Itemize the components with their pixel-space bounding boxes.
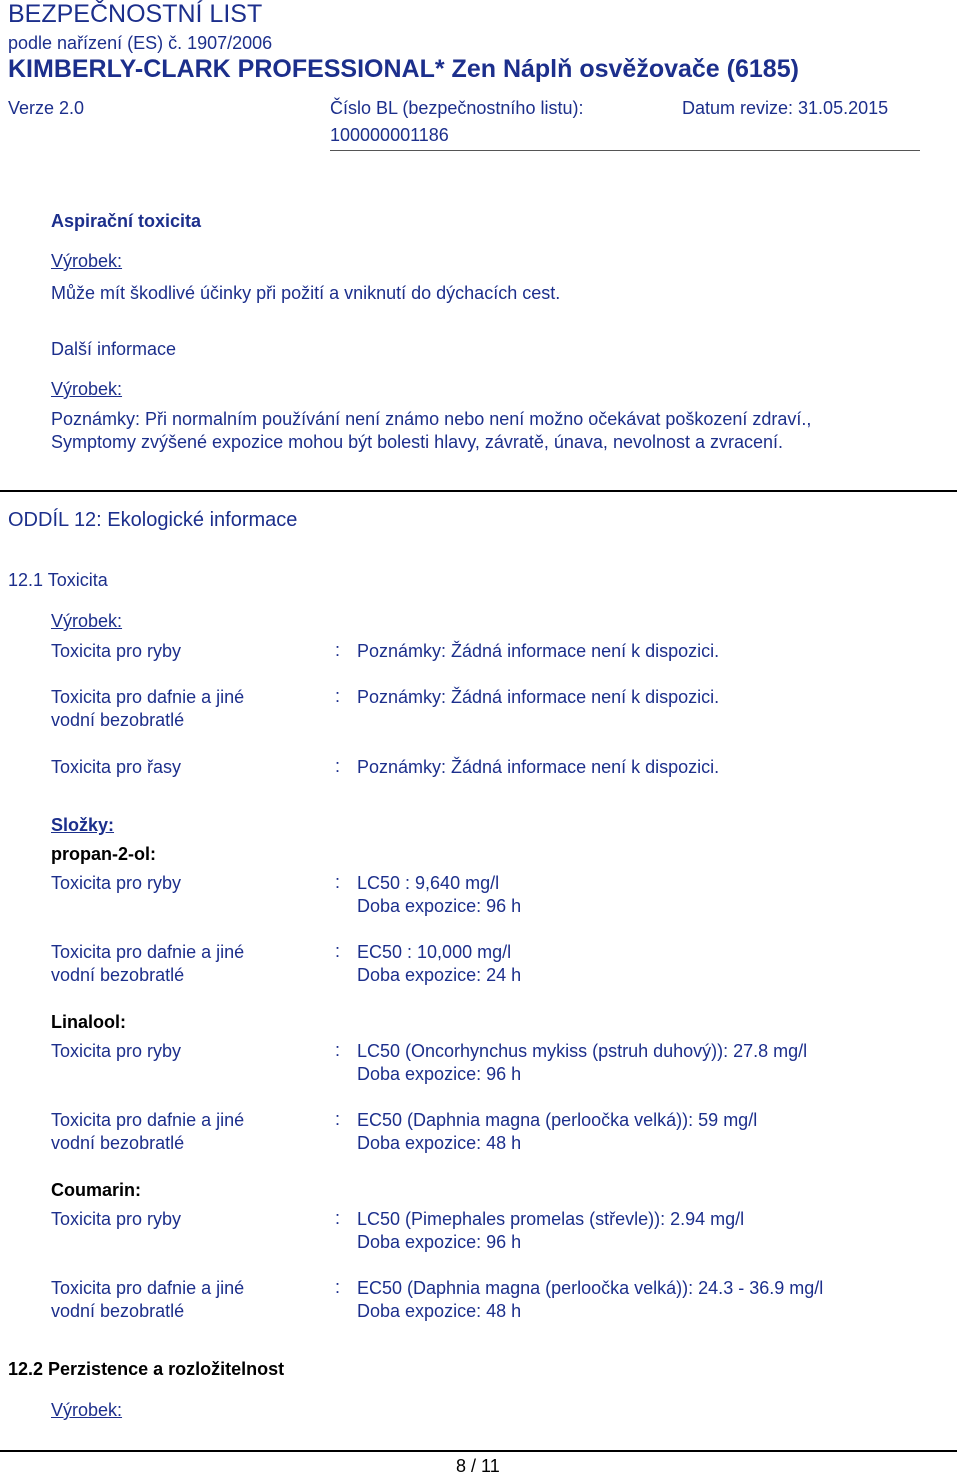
further-info-heading: Další informace [51,339,177,359]
footer-divider [0,1450,957,1452]
further-info-product-label: Výrobek: [51,379,123,399]
row-colon: : [335,1109,341,1129]
propanol-daphnia-exposure: Doba expozice: 24 h [357,965,522,985]
header-divider [330,150,920,151]
regulation-reference: podle nařízení (ES) č. 1907/2006 [8,33,273,53]
propanol-fish-label: Toxicita pro ryby [51,873,182,893]
linalool-daphnia-label: Toxicita pro dafnie a jiné [51,1110,245,1130]
component-name-propanol: propan-2-ol: [51,844,156,864]
further-info-line-1: Poznámky: Při normalním používání není známo nebo není možno očekávat poškození zdraví., [51,409,812,429]
row-colon: : [335,941,341,961]
sds-number-label: Číslo BL (bezpečnostního listu): [330,98,584,118]
propanol-fish-value: LC50 : 9,640 mg/l [357,873,500,893]
component-name-linalool: Linalool: [51,1012,126,1032]
row-colon: : [335,1208,341,1228]
document-title: BEZPEČNOSTNÍ LIST [8,0,263,28]
row-colon: : [335,756,341,776]
page-number: 8 / 11 [456,1456,500,1476]
revision-date: Datum revize: 31.05.2015 [682,98,889,118]
aspiration-heading: Aspirační toxicita [51,211,202,231]
sds-number-value: 100000001186 [330,125,449,145]
linalool-daphnia-value: EC50 (Daphnia magna (perloočka velká)): 59 mg/l [357,1110,758,1130]
linalool-daphnia-exposure: Doba expozice: 48 h [357,1133,522,1153]
linalool-daphnia-label-2: vodní bezobratlé [51,1133,185,1153]
coumarin-daphnia-label: Toxicita pro dafnie a jiné [51,1278,245,1298]
further-info-line-2: Symptomy zvýšené expozice mohou být bolesti hlavy, závratě, únava, nevolnost a zvracení. [51,432,784,452]
section12-product-label: Výrobek: [51,611,123,631]
product-fish-label: Toxicita pro ryby [51,641,182,661]
product-daphnia-value: Poznámky: Žádná informace není k dispozici. [357,687,720,707]
subsection-12-2-title: 12.2 Perzistence a rozložitelnost [8,1359,285,1379]
propanol-daphnia-label: Toxicita pro dafnie a jiné [51,942,245,962]
components-label: Složky: [51,815,115,835]
product-algae-label: Toxicita pro řasy [51,757,182,777]
product-fish-value: Poznámky: Žádná informace není k dispozici. [357,641,720,661]
component-name-coumarin: Coumarin: [51,1180,141,1200]
subsection-12-1-title: 12.1 Toxicita [8,570,108,590]
product-algae-value: Poznámky: Žádná informace není k dispozici. [357,757,720,777]
row-colon: : [335,640,341,660]
propanol-daphnia-value: EC50 : 10,000 mg/l [357,942,512,962]
row-colon: : [335,1040,341,1060]
linalool-fish-exposure: Doba expozice: 96 h [357,1064,522,1084]
row-colon: : [335,1277,341,1297]
version-label: Verze 2.0 [8,98,85,118]
section-divider [0,490,957,492]
section-12-title: ODDÍL 12: Ekologické informace [8,509,298,531]
coumarin-fish-label: Toxicita pro ryby [51,1209,182,1229]
row-colon: : [335,686,341,706]
subsection-12-2-product-label: Výrobek: [51,1400,123,1420]
linalool-fish-label: Toxicita pro ryby [51,1041,182,1061]
coumarin-fish-value: LC50 (Pimephales promelas (střevle)): 2.94 mg/l [357,1209,745,1229]
linalool-fish-value: LC50 (Oncorhynchus mykiss (pstruh duhový)): 27.8 mg/l [357,1041,808,1061]
aspiration-product-label: Výrobek: [51,251,123,271]
propanol-fish-exposure: Doba expozice: 96 h [357,896,522,916]
row-colon: : [335,872,341,892]
product-daphnia-label-2: vodní bezobratlé [51,710,185,730]
propanol-daphnia-label-2: vodní bezobratlé [51,965,185,985]
product-daphnia-label: Toxicita pro dafnie a jiné [51,687,245,707]
coumarin-fish-exposure: Doba expozice: 96 h [357,1232,522,1252]
aspiration-text: Může mít škodlivé účinky při požití a vniknutí do dýchacích cest. [51,283,561,303]
product-name: KIMBERLY-CLARK PROFESSIONAL* Zen Náplň osvěžovače (6185) [8,55,799,83]
coumarin-daphnia-label-2: vodní bezobratlé [51,1301,185,1321]
coumarin-daphnia-value: EC50 (Daphnia magna (perloočka velká)): 24.3 - 36.9 mg/l [357,1278,824,1298]
coumarin-daphnia-exposure: Doba expozice: 48 h [357,1301,522,1321]
